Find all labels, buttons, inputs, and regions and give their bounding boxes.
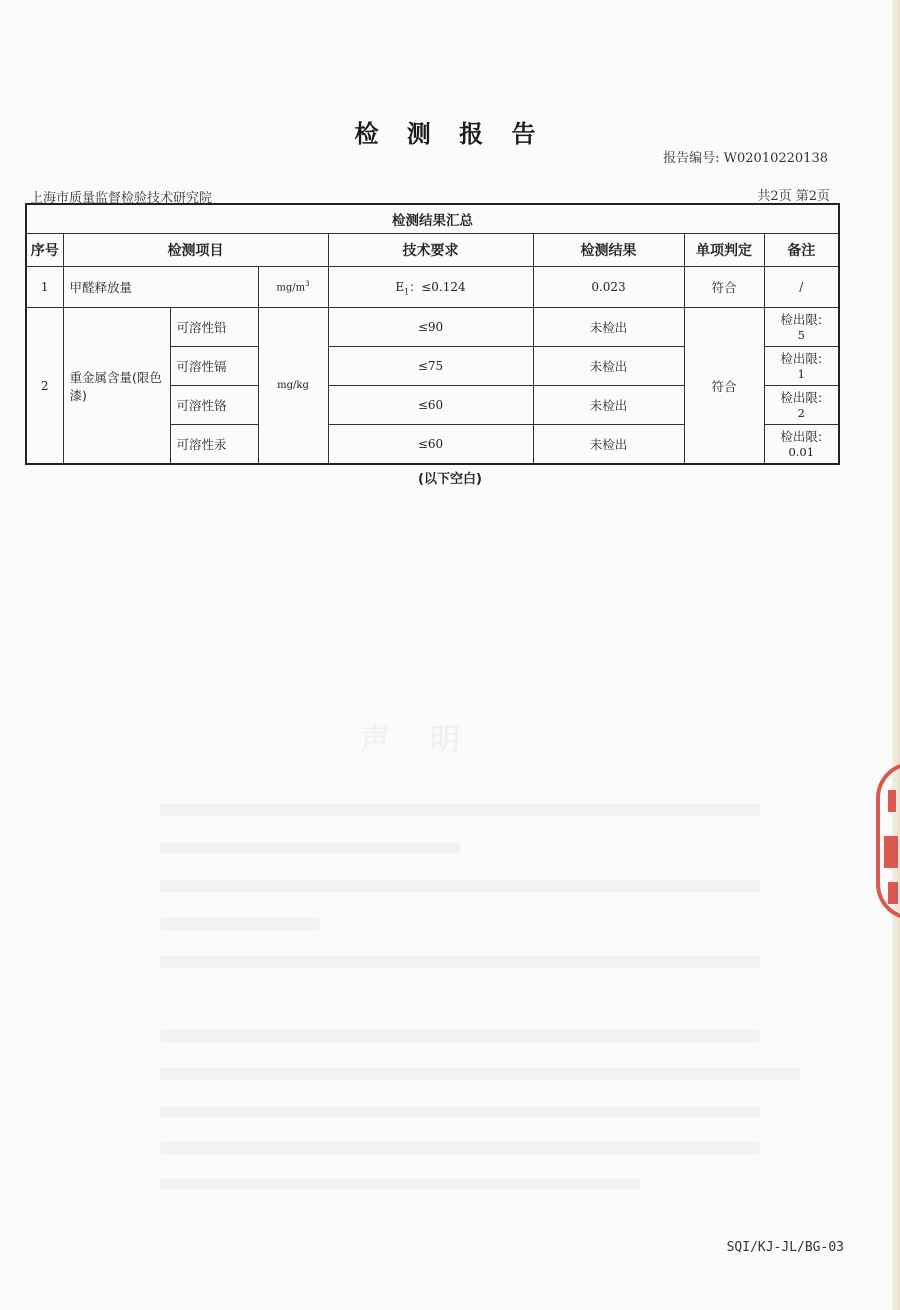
bleed-through-heading [360,715,500,759]
bleed-through-line [160,880,760,892]
header-result: 检测结果 [533,234,684,267]
header-requirement: 技术要求 [328,234,533,267]
header-judgement: 单项判定 [684,234,764,267]
form-code: SQI/KJ-JL/BG-03 [726,1240,844,1255]
row2-judgement: 符合 [684,308,764,465]
header-item: 检测项目 [63,234,328,267]
row1-remark: / [764,267,839,308]
subitem-remark: 检出限: 0.01 [764,425,839,465]
subitem-remark: 检出限: 5 [764,308,839,347]
subitem-remark: 检出限: 2 [764,386,839,425]
subitem-requirement: ≤90 [328,308,533,347]
row1-result: 0.023 [533,267,684,308]
subitem-requirement: ≤60 [328,425,533,465]
header-no: 序号 [26,234,63,267]
bleed-through-line [160,956,760,968]
row1-judgement: 符合 [684,267,764,308]
bleed-through-line [160,1106,760,1118]
bleed-through-line [160,1178,640,1190]
bleed-through-line [160,1142,760,1154]
blank-below-note: (以下空白) [418,472,482,487]
subitem-remark: 检出限: 1 [764,347,839,386]
row2-no: 2 [26,308,63,465]
table-header-row [26,234,839,267]
subitem-requirement: ≤75 [328,347,533,386]
table-row [26,267,839,308]
subitem-result: 未检出 [533,386,684,425]
bleed-through-line [160,842,460,854]
page-info: 共2页 第2页 [757,189,830,204]
table-row [26,308,839,347]
row1-unit: $mg/m^3$ [258,267,328,308]
page-edge [892,0,900,1310]
subitem-result: 未检出 [533,347,684,386]
header-remark: 备注 [764,234,839,267]
row2-unit: mg/kg [258,308,328,465]
row1-no: 1 [26,267,63,308]
bleed-through-line [160,918,320,930]
issuer-name: 上海市质量监督检验技术研究院 [30,191,213,206]
subitem-name: 可溶性铬 [170,386,258,425]
seal-mark [884,836,898,868]
subitem-name: 可溶性镉 [170,347,258,386]
seal-mark [888,790,896,812]
subitem-result: 未检出 [533,425,684,465]
report-number: 报告编号: W02010220138 [663,151,828,166]
bleed-through-line [160,1030,760,1042]
subitem-result: 未检出 [533,308,684,347]
row1-item: 甲醛释放量 [63,267,258,308]
bleed-through-line [160,1068,800,1080]
subitem-name: 可溶性汞 [170,425,258,465]
row1-requirement: $E_1$：≤0.124 [328,267,533,308]
seal-mark [888,882,898,904]
table-caption: 检测结果汇总 [26,204,839,234]
subitem-requirement: ≤60 [328,386,533,425]
bleed-through-line [160,804,760,816]
results-table [25,203,840,465]
subitem-name: 可溶性铅 [170,308,258,347]
row2-item: 重金属含量(限色漆) [63,308,170,465]
report-title: 检 测 报 告 [354,120,546,148]
